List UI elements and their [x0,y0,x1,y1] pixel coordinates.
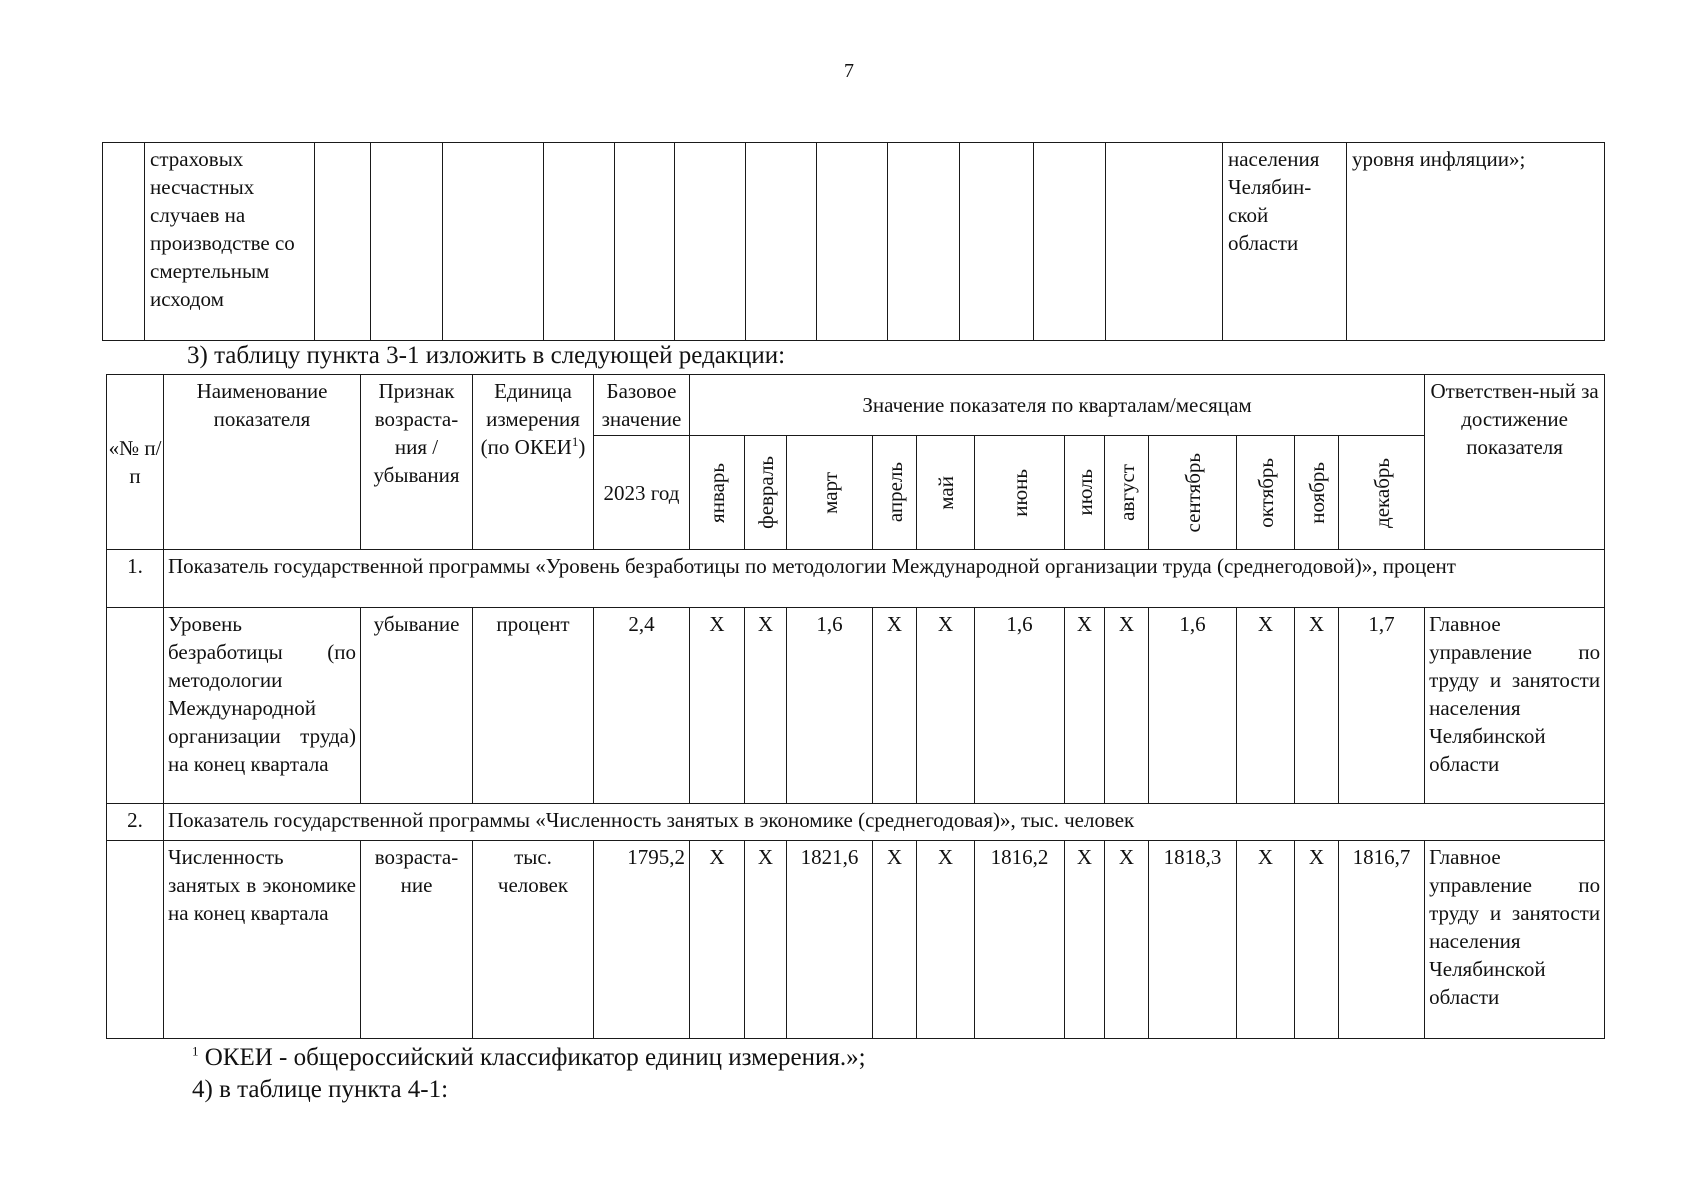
table-row [107,608,1605,804]
month-value: X [873,608,917,804]
section-title: Показатель государственной программы «Уровень безработицы по методологии Международной организации труда (среднегодовой)», процент [164,550,1605,608]
month-header: июль [1072,469,1097,516]
indicator-unit: тыс. человек [473,841,594,1039]
month-header: май [933,475,958,510]
month-value: X [1295,608,1339,804]
prev-note-cell: уровня инфляции»; [1347,143,1605,341]
month-header: июнь [1007,468,1032,517]
month-value: X [1295,841,1339,1039]
indicator-unit: процент [473,608,594,804]
indicator-sign: убывание [361,608,473,804]
month-value: X [745,841,787,1039]
month-value: 1821,6 [787,841,873,1039]
month-header: январь [705,462,729,523]
header-name: Наименование показателя [164,375,361,550]
section-number: 1. [107,550,164,608]
header-row-1 [107,375,1605,436]
indicator-responsible: Главное управление по труду и занятости населения Челябинской области [1425,608,1605,804]
month-header: март [817,471,842,514]
month-value: X [1237,608,1295,804]
indicator-base: 2,4 [594,608,690,804]
month-header: ноябрь [1304,461,1329,524]
indicators-table [106,374,1605,1039]
section-row [107,804,1605,841]
month-value: 1,6 [975,608,1065,804]
header-num: «№ п/п [107,375,164,550]
header-unit: Единица измерения (по ОКЕИ$^1$) [473,375,594,550]
indicator-responsible: Главное управление по труду и занятости населения Челябинской области [1425,841,1605,1039]
section-number: 2. [107,804,164,841]
month-value: X [1105,608,1149,804]
month-value: 1816,7 [1339,841,1425,1039]
month-value: 1,6 [1149,608,1237,804]
month-value: X [1105,841,1149,1039]
month-value: 1816,2 [975,841,1065,1039]
month-header: февраль [753,456,778,529]
month-value: X [1065,841,1105,1039]
prev-indicator-cell: страховых несчастных случаев на производстве со смертельным исходом [145,143,315,341]
indicator-sign: возраста-ние [361,841,473,1039]
section-row [107,550,1605,608]
month-value: X [873,841,917,1039]
section-4-intro: 4) в таблице пункта 4-1: [192,1076,449,1103]
indicator-base: 1795,2 [594,841,690,1039]
month-value: X [690,841,745,1039]
month-header: октябрь [1253,457,1278,528]
footnote: $^1$ ОКЕИ - общероссийский классификатор единиц измерения.»; [192,1043,866,1071]
month-value: 1818,3 [1149,841,1237,1039]
section-title: Показатель государственной программы «Численность занятых в экономике (среднегодовая)», тыс. человек [164,804,1605,841]
indicator-name: Уровень безработицы (по методологии Международной организации труда) на конец квартала [164,608,361,804]
section-3-intro: 3) таблицу пункта 3-1 изложить в следующей редакции: [187,342,786,369]
month-value: X [1237,841,1295,1039]
previous-table-fragment [102,142,1605,341]
header-base-year: 2023 год [594,436,690,550]
header-sign: Признак возраста-ния / убывания [361,375,473,550]
prev-responsible-cell: населения Челябин-ской области [1223,143,1347,341]
month-header: август [1114,464,1139,521]
month-header: декабрь [1369,457,1394,528]
month-value: X [690,608,745,804]
page-number: 7 [844,60,854,82]
month-value: X [1065,608,1105,804]
table-row [107,841,1605,1039]
indicator-name: Численность занятых в экономике на конец квартала [164,841,361,1039]
month-value: X [745,608,787,804]
header-base: Базовое значение [594,375,690,436]
month-value: X [917,608,975,804]
month-header: сентябрь [1180,452,1205,533]
prev-num-cell [103,143,145,341]
header-responsible: Ответствен-ный за достижение показателя [1425,375,1605,550]
month-value: 1,7 [1339,608,1425,804]
month-value: 1,6 [787,608,873,804]
month-header: апрель [882,462,907,523]
header-quarters: Значение показателя по кварталам/месяцам [690,375,1425,436]
month-value: X [917,841,975,1039]
